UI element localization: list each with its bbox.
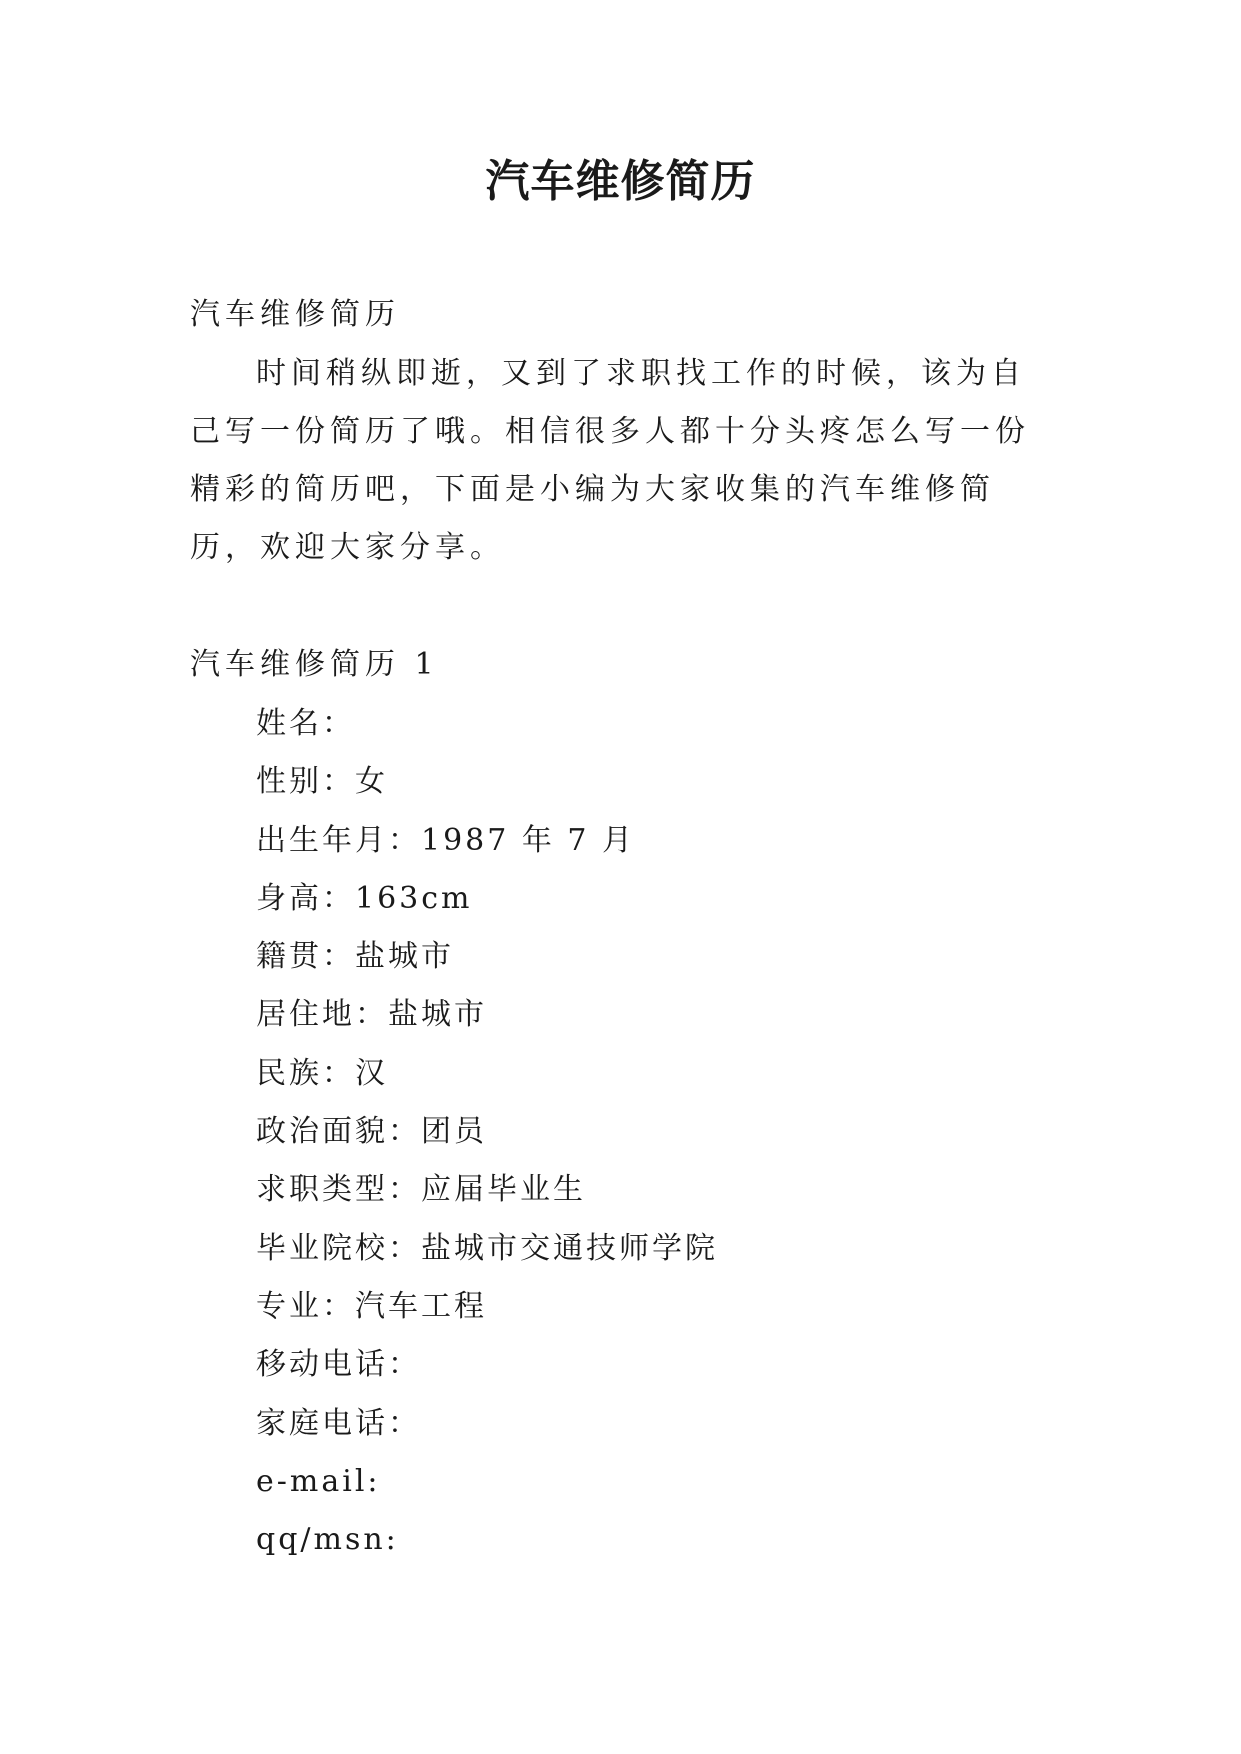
field-birth-date: 出生年月：1987 年 7 月 (256, 822, 636, 858)
field-height: 身高：163cm (256, 880, 473, 916)
field-school: 毕业院校：盐城市交通技师学院 (256, 1230, 718, 1266)
field-job-type: 求职类型：应届毕业生 (256, 1172, 586, 1208)
field-native-place: 籍贯：盐城市 (256, 939, 454, 975)
field-gender: 性别：女 (256, 764, 388, 800)
field-email: e-mail: (256, 1463, 381, 1499)
field-qq-msn: qq/msn: (256, 1522, 399, 1558)
field-name: 姓名： (256, 706, 355, 741)
section-heading: 汽车维修简历 1 (190, 647, 439, 682)
intro-paragraph: 时间稍纵即逝，又到了求职找工作的时候，该为自己写一份简历了哦。相信很多人都十分头疼怎么写一份精彩的简历吧，下面是小编为大家收集的汽车维修简历，欢迎大家分享。 (190, 356, 1030, 565)
field-home-phone: 家庭电话： (256, 1405, 421, 1441)
field-major: 专业：汽车工程 (256, 1288, 487, 1324)
field-residence: 居住地：盐城市 (256, 997, 487, 1033)
document-subheading: 汽车维修简历 (190, 297, 400, 332)
field-mobile-phone: 移动电话： (256, 1347, 421, 1383)
document-title: 汽车维修简历 (485, 156, 756, 207)
field-ethnicity: 民族：汉 (256, 1055, 388, 1091)
field-political-status: 政治面貌：团员 (256, 1114, 487, 1150)
resume-field-list (256, 695, 718, 1569)
